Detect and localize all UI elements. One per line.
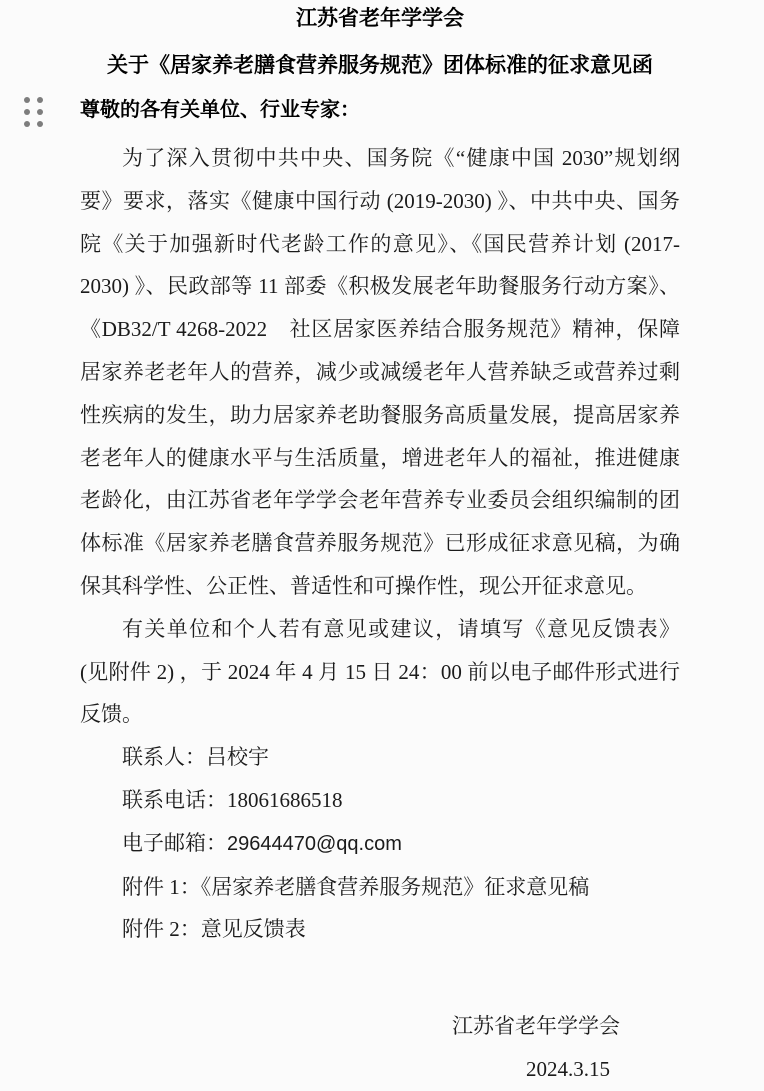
dot xyxy=(37,121,43,127)
body-paragraph-2: 有关单位和个人若有意见或建议，请填写《意见反馈表》 (见附件 2) ，于 2024 年 4 月 15 日 24：00 前以电子邮件形式进行反馈。 xyxy=(80,616,680,727)
salutation: 尊敬的各有关单位、行业专家： xyxy=(80,99,360,121)
document-subtitle: 关于《居家养老膳食营养服务规范》团体标准的征求意见函 xyxy=(107,54,653,77)
body-paragraph-1: 为了深入贯彻中共中央、国务院《“健康中国 2030”规划纲要》要求，落实《健康中国行动 (2019-2030) 》、中共中央、国务院《关于加强新时代老龄工作的意见》、《国民营养计划 (2017-2030) 》、民政部等 11 部委《积极发展老年助餐服务行动方案》、《DB32/T 4268-2022 社区居家医养结合服务规范》精神，保障居家养老老年人的营养，减少或减缓老年人营养缺乏或营养过剩性疾病的发生，助力居家养老助餐服务高质量发展，提高居家养老老年人的健康水平与生活质量，增进老年人的福祉，推进健康老龄化，由江苏省老年学学会老年营养专业委员会组织编制的团体标准《居家养老膳食营养服务规范》已形成征求意见稿，为确保其科学性、公正性、普适性和可操作性，现公开征求意见。 xyxy=(80,146,680,598)
contact-email-value: 29644470@qq.com xyxy=(227,832,402,855)
signature-date: 2024.3.15 xyxy=(526,1056,610,1081)
signature-block xyxy=(80,1005,680,1091)
contact-person-line xyxy=(80,736,680,779)
dot xyxy=(37,109,43,115)
contact-phone-label: 联系电话： xyxy=(122,787,227,812)
attachment-2-label: 附件 2： xyxy=(122,917,201,942)
attachment-1-label: 附件 1： xyxy=(122,874,201,899)
contact-person-label: 联系人： xyxy=(122,745,206,770)
attachment-1-value: 《居家养老膳食营养服务规范》征求意见稿 xyxy=(200,874,590,899)
contact-email-line xyxy=(80,822,680,866)
dot xyxy=(24,121,30,127)
attachment-2-value: 意见反馈表 xyxy=(200,917,306,942)
contact-person-value: 吕校宇 xyxy=(206,745,269,770)
dot xyxy=(37,97,43,103)
contact-email-label: 电子邮箱： xyxy=(122,830,227,855)
contact-phone-value: 18061686518 xyxy=(227,787,343,812)
drag-handle-icon[interactable] xyxy=(24,97,43,127)
dot xyxy=(24,109,30,115)
attachment-1-line xyxy=(80,866,680,909)
contact-phone-line xyxy=(80,779,680,822)
dot xyxy=(24,97,30,103)
attachment-2-line xyxy=(80,908,680,951)
document-title: 江苏省老年学学会 xyxy=(296,7,464,30)
signature-org: 江苏省老年学学会 xyxy=(452,1014,620,1039)
